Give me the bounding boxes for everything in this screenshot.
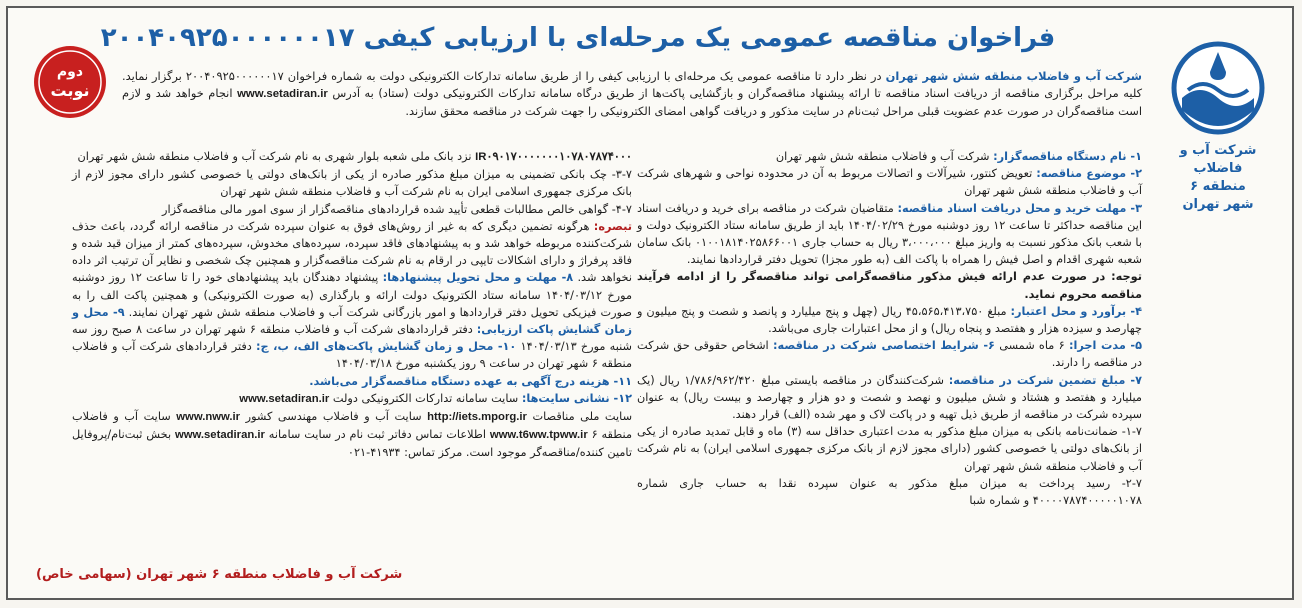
s9-label: ۹- محل و زمان گشایش پاکت ارزیابی:	[72, 305, 633, 337]
s3-note: توجه: در صورت عدم ارائه فیش مذکور مناقصه‌گرامی تواند مناقصه‌گر را از ادامه فرآیند مناقصه محروم نماید.	[637, 270, 1142, 301]
s8-label: ۸- مهلت و محل تحویل پیشنهادها:	[382, 271, 574, 285]
note-text: هرگونه تضمین دیگری که به غیر از روش‌های فوق به عنوان سپرده شرکت در مناقصه ارائه گردد، باعث حذف شرکت‌کننده مربوطه خواهد شد و به پیشنهادهای فاقد سپرده، سپرده‌های مخدوش، سپرده‌های کمتر از میزان قید شده و فاقد پرفراژ و دارای اشکالات تایپی در ارقام به نام شرکت مناقصه‌گزار و همچنین چک شخصی و نظایر آن ترتیب اثر داده نخواهد شد.	[72, 219, 632, 285]
s10-label: ۱۰- محل و زمان گشایش پاکت‌های الف، ب، ج:	[255, 340, 517, 354]
site-url-3[interactable]: www.nww.ir	[176, 411, 241, 424]
org-name-line1: شرکت آب و فاضلاب	[1179, 143, 1257, 176]
sites-text1: سایت ملی مناقصات	[532, 410, 633, 424]
s4-label: ۴- برآورد و محل اعتبار:	[1010, 304, 1142, 318]
s6-label: ۶- شرایط اختصاصی شرکت در مناقصه:	[772, 339, 995, 353]
s11-label: ۱۱- هزینه درج آگهی به عهده دستگاه مناقصه‌گزار می‌باشد.	[309, 374, 632, 388]
footer-org	[36, 567, 596, 582]
s5-text: ۶ ماه شمسی	[999, 339, 1065, 353]
s5-label: ۵- مدت اجرا:	[1068, 339, 1143, 353]
s8-text: پیشنهاد دهندگان باید پیشنهادهای خود را تا ساعت ۱۲ روز دوشنبه مورخ ۱۴۰۴/۰۳/۱۲ سامانه ستاد الکترونیک دولت ارائه و بارگذاری (به صورت الکترونیکی) و همچنین پاکت الف را به صورت فیزیکی تحویل دفتر قرارداد‌ها و امور بازرگانی شرکت آب و فاضلاب منطقه شش شهر تهران نمایند.	[72, 271, 633, 319]
site-url-1[interactable]: www.setadiran.ir	[239, 392, 330, 405]
s10-text: دفتر قرارداد‌های شرکت آب و فاضلاب منطقه ۶ شهر تهران در ساعت ۹ روز یکشنبه مورخ ۱۴۰۴/۰۳/۱۸	[72, 340, 632, 371]
s12-label: ۱۲- نشانی سایت‌ها:	[521, 391, 632, 405]
s2-label: ۲- موضوع مناقصه:	[1036, 167, 1142, 181]
site-url-4[interactable]: www.t6ww.tpww.ir	[489, 429, 588, 442]
sites-text2: سایت آب و فاضلاب مهندسی کشور	[245, 410, 422, 424]
org-logo	[1158, 38, 1278, 212]
s6-text: اشخاص حقوقی حق شرکت در مناقصه را دارند.	[637, 339, 1142, 370]
sites-text5: بخش ثبت‌نام/پروفایل تامین کننده/مناقصه‌گر موجود است. مرکز تماس: ۴۱۹۳۴-۰۲۱	[72, 428, 632, 460]
s7-label: ۷- مبلغ تضمین شرکت در مناقصه:	[948, 373, 1142, 387]
sites-text4: اطلاعات تماس دفاتر ثبت نام در سایت سامانه	[268, 428, 486, 442]
sites-text3: سایت آب و فاضلاب منطقه ۶	[72, 410, 632, 442]
note-label: تبصره:	[593, 219, 632, 233]
intro-org-name: شرکت آب و فاضلاب منطقه شش شهر تهران	[885, 69, 1142, 83]
org-name-line3: شهر تهران	[1182, 197, 1254, 212]
right-column	[637, 148, 1142, 509]
org-name-line2: منطقه ۶	[1190, 179, 1246, 194]
s7-4: ۴-۷- گواهی خالص مطالبات قطعی تأیید شده قرارداد‌های مناقصه‌گزار از سوی امور مالی مناقصه‌گزار	[162, 202, 632, 216]
badge-bottom: نوبت	[50, 81, 90, 100]
s3-label: ۳- مهلت خرید و محل دریافت اسناد مناقصه:	[897, 201, 1142, 215]
footer-text: شرکت آب و فاضلاب منطقه ۶ شهر تهران (سهامی خاص)	[36, 567, 403, 582]
s1-label: ۱- نام دستگاه مناقصه‌گزار:	[993, 150, 1142, 163]
intro-text1: در نظر دارد تا مناقصه عمومی یک مرحله‌ای با ارزیابی کیفی را از طریق سامانه تدارکات الکترونیکی دولت به شماره فراخوان ۲۰۰۴۰۹۲۵۰۰۰۰۰۰۱۷ برگزار نماید. کلیه مراحل برگزاری مناقصه از دریافت اسناد مناقصه تا ارائه پیشنهاد مناقصه‌گران و بازگشایی پاکت‌ها از طریق درگاه سامانه تدارکات الکترونیکی دولت (ستاد) به آدرس	[122, 69, 1143, 100]
s4-text: مبلغ ۴۵،۵۶۵،۴۱۳،۷۵۰ ریال (چهل و پنج میلیارد و پانصد و شصت و پنج میلیون و چهارصد و سیزده هزار و هفتصد و پنجاه ریال) و از محل اعتبارات جاری می‌باشد.	[637, 304, 1142, 336]
s2-text: تعویض کنتور، شیرآلات و اتصالات مربوط به آن در محدوده نواحی و شهرهای شرکت آب و فاضلاب منطقه شش شهر تهران	[637, 167, 1142, 198]
s3-text: متقاضیان شرکت در مناقصه برای خرید و دریافت اسناد این مناقصه حداکثر تا ساعت ۱۲ روز دوشنبه مورخ ۱۴۰۴/۰۲/۲۹ باید از طریق سامانه ستاد الکترونیک دولت و با شعب بانک مذکور نسبت به واریز مبلغ ۳،۰۰۰،۰۰۰ ریال به حساب جاری ۰۱۰۰۱۸۱۴۰۲۵۸۶۶۰۰۱ بانک سامان شعبه شهری اقدام و اصل فیش را همراه با پاکت الف (به طور مجزا) تحویل دفتر قرارداد‌ها نمایند.	[637, 201, 1142, 267]
intro-url[interactable]: www.setadiran.ir	[237, 88, 328, 100]
water-drop-icon	[1168, 38, 1268, 138]
left-column	[72, 148, 632, 462]
site-url-5[interactable]: www.setadiran.ir	[174, 429, 265, 442]
site-url-2[interactable]: http://iets.mporg.ir	[427, 411, 527, 424]
second-notice-badge	[30, 42, 110, 122]
iban: IR۰۹۰۱۷۰۰۰۰۰۰۰۱۰۷۸۰۷۸۷۴۰۰۰	[475, 151, 632, 163]
tender-title: فراخوان مناقصه عمومی یک مرحله‌ای با ارزیابی کیفی ۲۰۰۴۰۹۲۵۰۰۰۰۰۰۱۷	[100, 23, 1056, 53]
s7-3: ۳-۷- چک بانکی تضمینی به میزان مبلغ مذکور صادره از یکی از بانک‌های دولتی یا خصوصی کشور دارای مجوز لازم از بانک مرکزی جمهوری اسلامی ایران به نام شرکت آب و فاضلاب منطقه شش شهر تهران	[72, 168, 632, 199]
intro-text2: انجام خواهد شد و لازم است مناقصه‌گران در صورت عدم عضویت قبلی مراحل ثبت‌نام در سایت مذکور و دریافت گواهی امضای الکترونیکی را جهت شرکت در مناقصه محقق سازند.	[122, 86, 1142, 118]
s7-2: ۲-۷- رسید پرداخت به میزان مبلغ مذکور به عنوان سپرده نقدا به حساب جاری شماره ۴۰۰۰۰۷۸۷۴۰۰۰۰۰۱۰۷۸ و شماره شبا	[637, 476, 1142, 508]
intro-paragraph	[122, 68, 1142, 120]
ad-frame	[6, 6, 1294, 600]
s7-1: ۱-۷- ضمانت‌نامه بانکی به میزان مبلغ مذکور به مدت اعتباری حداقل سه (۳) ماه و قابل تمدید صادره از یکی از بانک‌های دولتی یا خصوصی کشور (دارای مجوز لازم از بانک مرکزی جمهوری اسلامی ایران) به نام شرکت آب و فاضلاب منطقه شش شهر تهران	[637, 425, 1142, 473]
s12-text: سایت سامانه تدارکات الکترونیکی دولت	[332, 391, 519, 405]
s7-text: شرکت‌کنندگان در مناقصه بایستی مبلغ ۱/۷۸۶/۹۶۲/۴۲۰ ریال (یک میلیارد و هفتصد و هشتاد و شش میلیون و نهصد و شصت و دو هزار و چهارصد و بیست ریال) به عنوان سپرده شرکت در مناقصه از طریق ذیل تهیه و در پاکت لاک و مهر شده (الف) قرار دهند.	[637, 373, 1142, 422]
badge-top: دوم	[56, 64, 84, 80]
iban-text: نزد بانک ملی شعبه بلوار شهری به نام شرکت آب و فاضلاب منطقه شش شهر تهران	[77, 150, 472, 163]
s9-text: دفتر قرارداد‌های شرکت آب و فاضلاب منطقه ۶ شهر تهران در ساعت ۸ صبح روز سه شنبه مورخ ۱۴۰۴/۰۳/۱۳	[72, 323, 632, 354]
s1-text: شرکت آب و فاضلاب منطقه شش شهر تهران	[775, 150, 990, 163]
